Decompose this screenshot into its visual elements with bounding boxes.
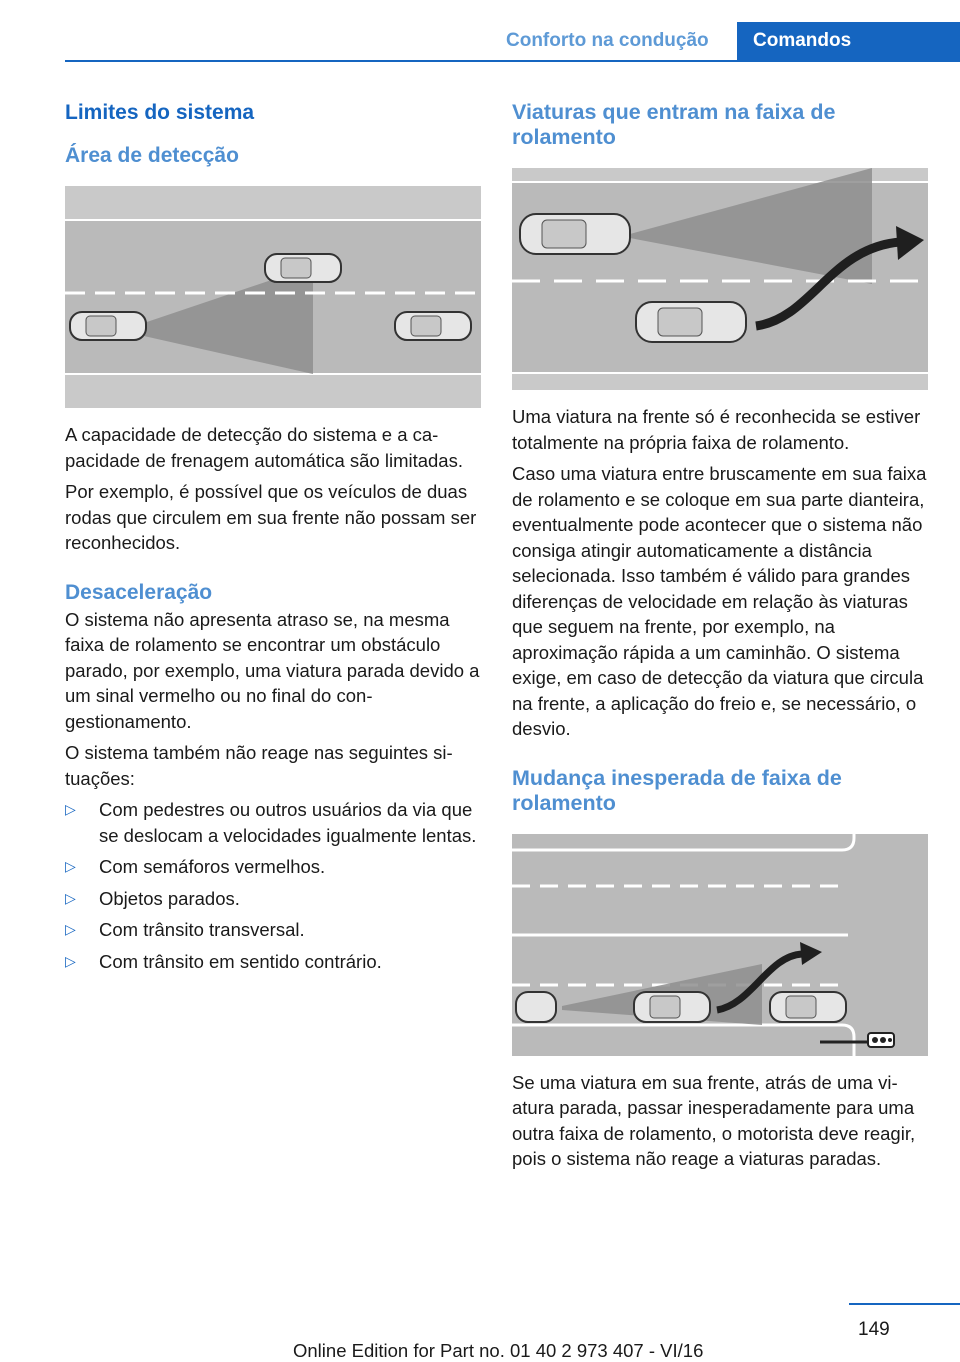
car-icon xyxy=(520,214,630,254)
car-icon xyxy=(395,312,471,340)
header-rule xyxy=(65,60,960,62)
heading-system-limits: Limites do sistema xyxy=(65,101,255,124)
edition-note: Online Edition for Part no. 01 40 2 973 407 - VI/16 xyxy=(293,1340,704,1361)
list-item: ▷ Com semáforos vermelhos. xyxy=(65,854,481,880)
right-column xyxy=(512,100,928,1178)
car-icon xyxy=(516,992,556,1022)
footer-rule xyxy=(849,1303,960,1305)
triangle-bullet-icon: ▷ xyxy=(65,952,76,969)
paragraph: Caso uma viatura entre bruscamente em sua faixa de rolamento e se coloque em sua parte dianteira, eventualmente pode acontecer que o sistema não consiga atingir automaticamente a distância selecionada. Isso também é válido para grandes diferenças de velocidade em relação às viaturas que seguem na frente, por exemplo, na aproximação rápida a um caminhão. O sistema exige, em caso de detecção da viatura que circula na frente, a aplicação do freio e, se necessário, o desvio. xyxy=(512,463,927,739)
page-number: 149 xyxy=(858,1319,890,1340)
heading-unexpected-lane-change: Mudança inesperada de faixa de rolamento xyxy=(512,765,842,815)
traffic-light-icon xyxy=(868,1033,894,1047)
unexpected-lane-change-figure xyxy=(512,834,928,1056)
car-icon xyxy=(634,992,710,1022)
subheading-deceleration: Desaceleração xyxy=(65,580,213,604)
page-header xyxy=(0,0,960,62)
triangle-bullet-icon: ▷ xyxy=(65,801,76,817)
triangle-bullet-icon: ▷ xyxy=(65,858,76,874)
subheading-detection-area: Área de detecção xyxy=(65,144,239,167)
paragraph: Se uma viatura em sua frente, atrás de uma viatura parada, passar inesperadamente para uma outra faixa de rolamento, o motorista deve reagir, pois o sistema não reage a viaturas paradas. xyxy=(512,1071,916,1169)
list-item: ▷ Com trânsito em sentido contrário. xyxy=(65,949,481,975)
car-icon xyxy=(770,992,846,1022)
left-column xyxy=(65,100,481,980)
header-chapter-tab: Comandos xyxy=(737,22,960,62)
triangle-bullet-icon: ▷ xyxy=(65,921,76,937)
car-icon xyxy=(70,312,146,340)
header-section-title: Conforto na condução xyxy=(506,30,709,51)
list-item: ▷ Objetos parados. xyxy=(65,886,481,912)
list-item: ▷ Com pedestres ou outros usuários da via que se deslocam a velocidades igualmente lentas. xyxy=(65,799,477,846)
car-icon xyxy=(265,254,341,282)
situations-list xyxy=(65,797,481,974)
paragraph: Uma viatura na frente só é reconhecida se estiver totalmente na própria faixa de rolamento. xyxy=(512,406,921,453)
paragraph: O sistema também não reage nas seguintes situações: xyxy=(65,742,453,789)
paragraph: O sistema não apresenta atraso se, na mesma faixa de rolamento se encontrar um obstáculo parado, por exemplo, uma viatura parada devido a um sinal vermelho ou no final do congestionamento. xyxy=(65,608,480,732)
detection-area-figure xyxy=(65,186,481,408)
heading-vehicles-entering-lane: Viaturas que entram na faixa de rolamento xyxy=(512,100,836,149)
cut-in-figure xyxy=(512,168,928,390)
paragraph: Por exemplo, é possível que os veículos de duas rodas que circulem em sua frente não possam ser reconhecidos. xyxy=(65,481,477,553)
car-icon xyxy=(636,302,746,342)
triangle-bullet-icon: ▷ xyxy=(65,889,76,906)
list-item: ▷ Com trânsito transversal. xyxy=(65,917,481,943)
paragraph: A capacidade de detecção do sistema e a capacidade de frenagem automática são limitadas. xyxy=(65,424,463,471)
